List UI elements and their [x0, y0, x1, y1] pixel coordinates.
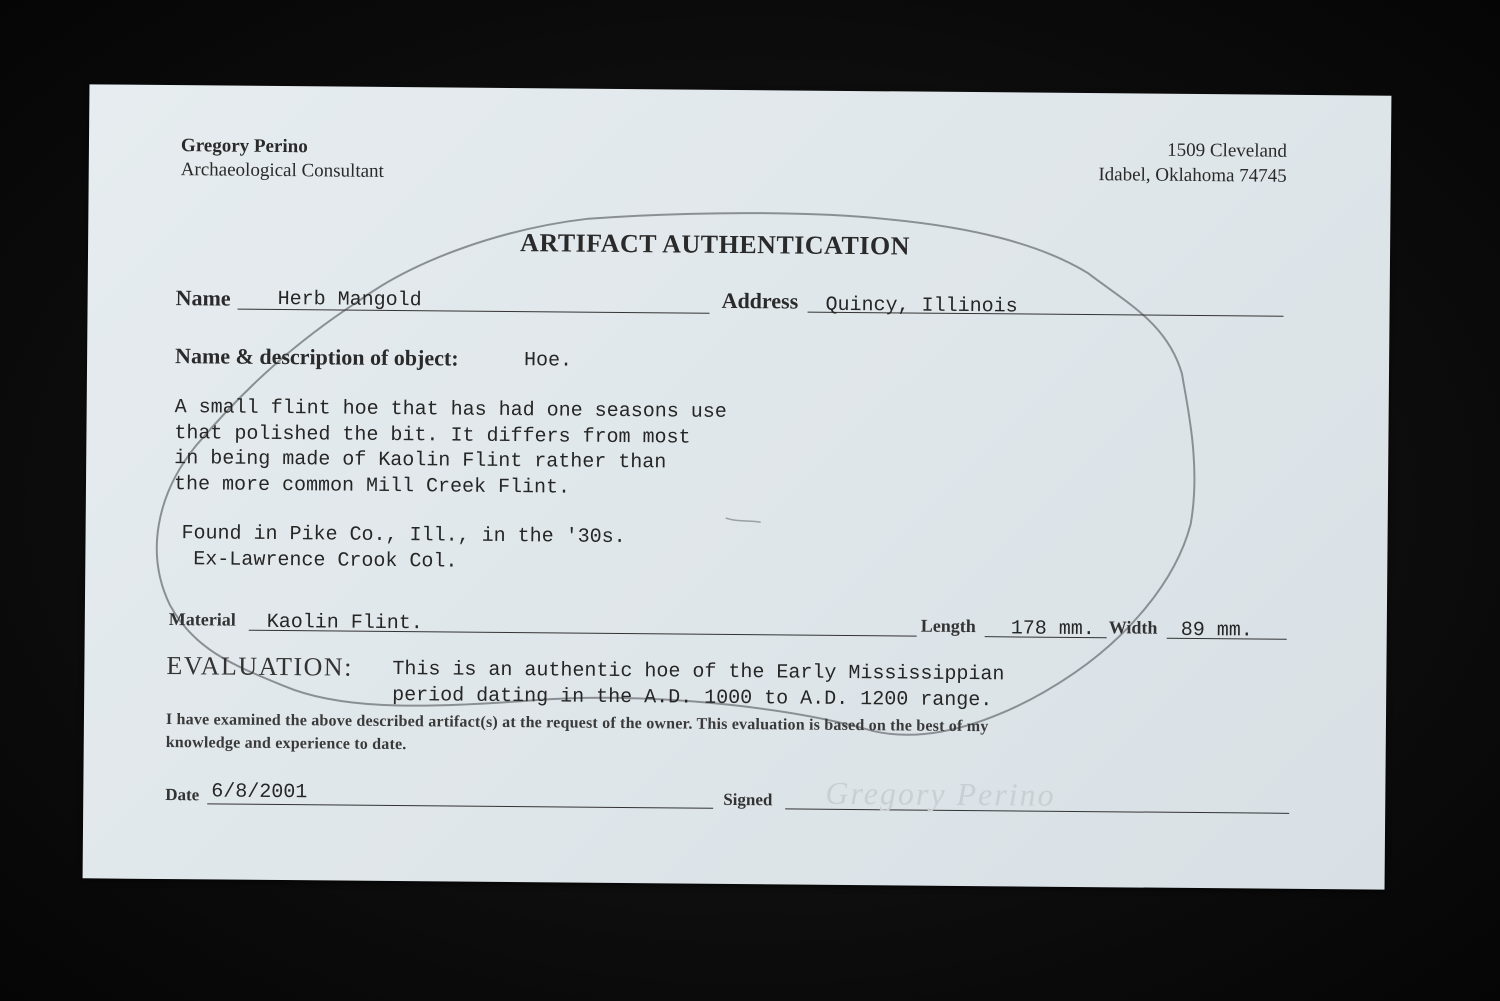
form-title: ARTIFACT AUTHENTICATION: [519, 228, 911, 261]
provenance-block: [181, 521, 626, 576]
address-label: Address: [721, 287, 799, 314]
description-line: the more common Mill Creek Flint.: [173, 472, 571, 500]
date-label: Date: [165, 785, 200, 805]
evaluation-line: This is an authentic hoe of the Early Mississippian: [392, 658, 1005, 687]
description-line: in being made of Kaolin Flint rather than: [174, 447, 667, 475]
provenance-line: Found in Pike Co., Ill., in the '30s.: [181, 522, 626, 550]
disclaimer-line-2: knowledge and experience to date.: [165, 734, 407, 754]
description-line: A small flint hoe that has had one seasons use: [174, 396, 727, 424]
length-value: 178 mm.: [1010, 617, 1095, 642]
object-value: Hoe.: [523, 349, 573, 373]
width-label: Width: [1108, 617, 1158, 638]
authentication-card: [83, 84, 1392, 889]
object-label: Name & description of object:: [175, 343, 459, 371]
provenance-line: Ex-Lawrence Crook Col.: [193, 547, 458, 574]
name-value: Herb Mangold: [277, 287, 422, 313]
length-label: Length: [920, 615, 976, 637]
date-value: 6/8/2001: [211, 780, 308, 805]
signed-label: Signed: [723, 789, 773, 810]
disclaimer-line-1: I have examined the above described artifact(s) at the request of the owner. This evaluation is based on the best of my: [165, 711, 989, 736]
evaluation-line: period dating in the A.D. 1000 to A.D. 1200 range.: [392, 683, 993, 712]
material-label: Material: [168, 609, 236, 630]
evaluation-block: [392, 657, 1005, 713]
address-line-2: Idabel, Oklahoma 74745: [1098, 164, 1287, 187]
consultant-name: Gregory Perino: [180, 135, 308, 158]
address-line-1: 1509 Cleveland: [1167, 139, 1288, 162]
name-label: Name: [175, 285, 231, 311]
evaluation-label: EVALUATION:: [166, 651, 353, 682]
description-block: [174, 395, 727, 502]
consultant-title: Archaeological Consultant: [180, 159, 384, 182]
description-line: that polished the bit. It differs from most: [174, 421, 691, 450]
signature: Gregory Perino: [825, 774, 1056, 813]
width-value: 89 mm.: [1180, 618, 1253, 643]
material-value: Kaolin Flint.: [266, 610, 423, 636]
address-value: Quincy, Illinois: [825, 293, 1018, 319]
